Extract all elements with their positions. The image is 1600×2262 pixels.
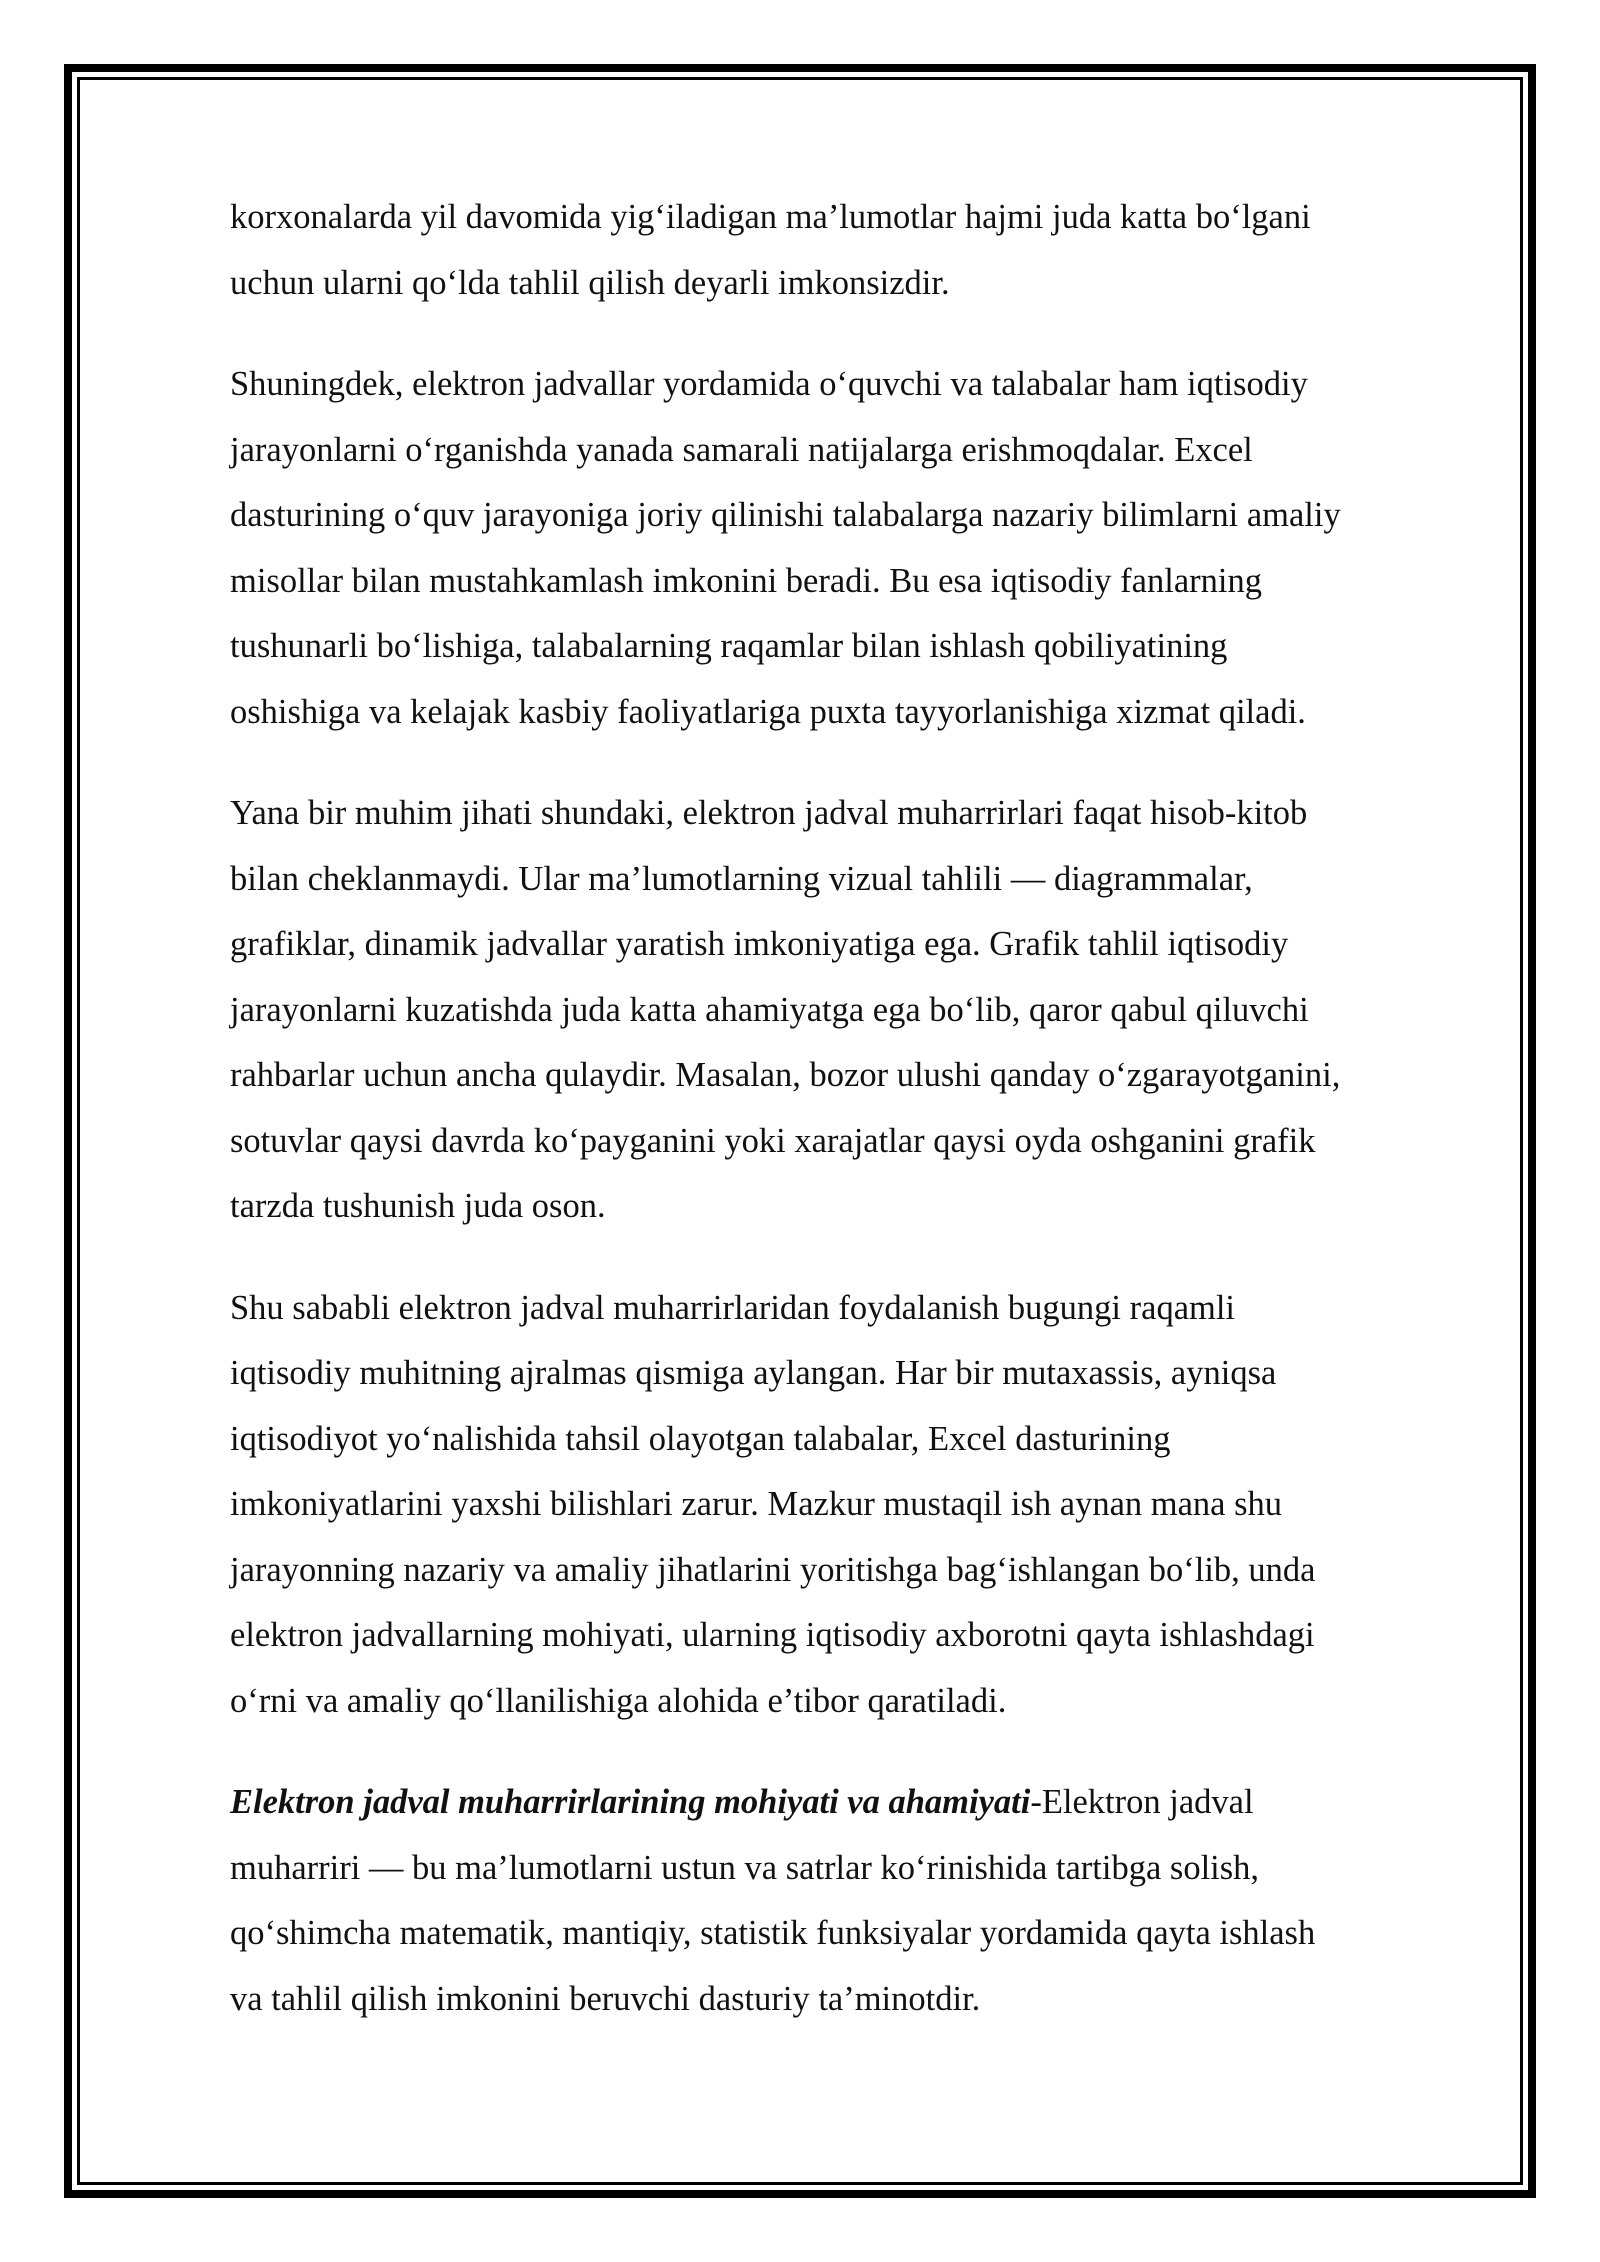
paragraph-5: [230, 1770, 1450, 2032]
text-line: muharriri — bu ma’lumotlarni ustun va satrlar ko‘rinishida tartibga solish,: [230, 1848, 1260, 1887]
text-line: iqtisodiy muhitning ajralmas qismiga aylangan. Har bir mutaxassis, ayniqsa: [230, 1354, 1277, 1392]
text-line: qo‘shimcha matematik, mantiqiy, statistik funksiyalar yordamida qayta ishlash: [230, 1914, 1316, 1952]
text-line: grafiklar, dinamik jadvallar yaratish imkoniyatiga ega. Grafik tahlil iqtisodiy: [230, 925, 1289, 963]
text-line: uchun ularni qo‘lda tahlil qilish deyarli imkonsizdir.: [230, 263, 950, 302]
text-line: jarayonlarni kuzatishda juda katta ahamiyatga ega bo‘lib, qaror qabul qiluvchi: [230, 990, 1309, 1029]
paragraph-3: [230, 781, 1450, 1240]
text-line: oshishiga va kelajak kasbiy faoliyatlariga puxta tayyorlanishiga xizmat qiladi.: [230, 692, 1306, 731]
text-line: bilan cheklanmaydi. Ular ma’lumotlarning vizual tahlili — diagrammalar,: [230, 859, 1253, 898]
text-line: imkoniyatlarini yaxshi bilishlari zarur. Mazkur mustaqil ish aynan mana shu: [230, 1485, 1283, 1523]
paragraph-2: [230, 352, 1450, 745]
text-line: iqtisodiyot yo‘nalishida tahsil olayotgan talabalar, Excel dasturining: [230, 1419, 1171, 1458]
text-line: jarayonning nazariy va amaliy jihatlarini yoritishga bag‘ishlangan bo‘lib, unda: [230, 1550, 1316, 1589]
text-line: Shuningdek, elektron jadvallar yordamida o‘quvchi va talabalar ham iqtisodiy: [230, 365, 1308, 403]
text-line: sotuvlar qaysi davrda ko‘payganini yoki xarajatlar qaysi oyda oshganini grafik: [230, 1121, 1316, 1160]
text-line: -Elektron jadval: [1030, 1783, 1254, 1821]
text-line: rahbarlar uchun ancha qulaydir. Masalan, bozor ulushi qanday o‘zgarayotganini,: [230, 1056, 1341, 1094]
paragraph-1: [230, 185, 1450, 316]
text-line: dasturining o‘quv jarayoniga joriy qilinishi talabalarga nazariy bilimlarni amaliy: [230, 496, 1341, 534]
text-line: misollar bilan mustahkamlash imkonini beradi. Bu esa iqtisodiy fanlarning: [230, 561, 1262, 600]
text-line: tushunarli bo‘lishiga, talabalarning raqamlar bilan ishlash qobiliyatining: [230, 627, 1228, 665]
text-line: jarayonlarni o‘rganishda yanada samarali natijalarga erishmoqdalar. Excel: [230, 430, 1253, 469]
text-line: o‘rni va amaliy qo‘llanilishiga alohida e’tibor qaratiladi.: [230, 1681, 1007, 1720]
section-heading: Elektron jadval muharrirlarining mohiyati va ahamiyati: [230, 1783, 1031, 1821]
text-line: elektron jadvallarning mohiyati, ularning iqtisodiy axborotni qayta ishlashdagi: [230, 1616, 1315, 1654]
text-line: va tahlil qilish imkonini beruvchi dasturiy ta’minotdir.: [230, 1979, 981, 2018]
text-line: Shu sababli elektron jadval muharrirlaridan foydalanish bugungi raqamli: [230, 1288, 1236, 1327]
document-body: [230, 185, 1450, 2068]
text-line: korxonalarda yil davomida yig‘iladigan ma’lumotlar hajmi juda katta bo‘lgani: [230, 198, 1311, 236]
paragraph-4: [230, 1276, 1450, 1735]
text-line: tarzda tushunish juda oson.: [230, 1187, 606, 1225]
text-line: Yana bir muhim jihati shundaki, elektron jadval muharrirlari faqat hisob-kitob: [230, 794, 1308, 832]
